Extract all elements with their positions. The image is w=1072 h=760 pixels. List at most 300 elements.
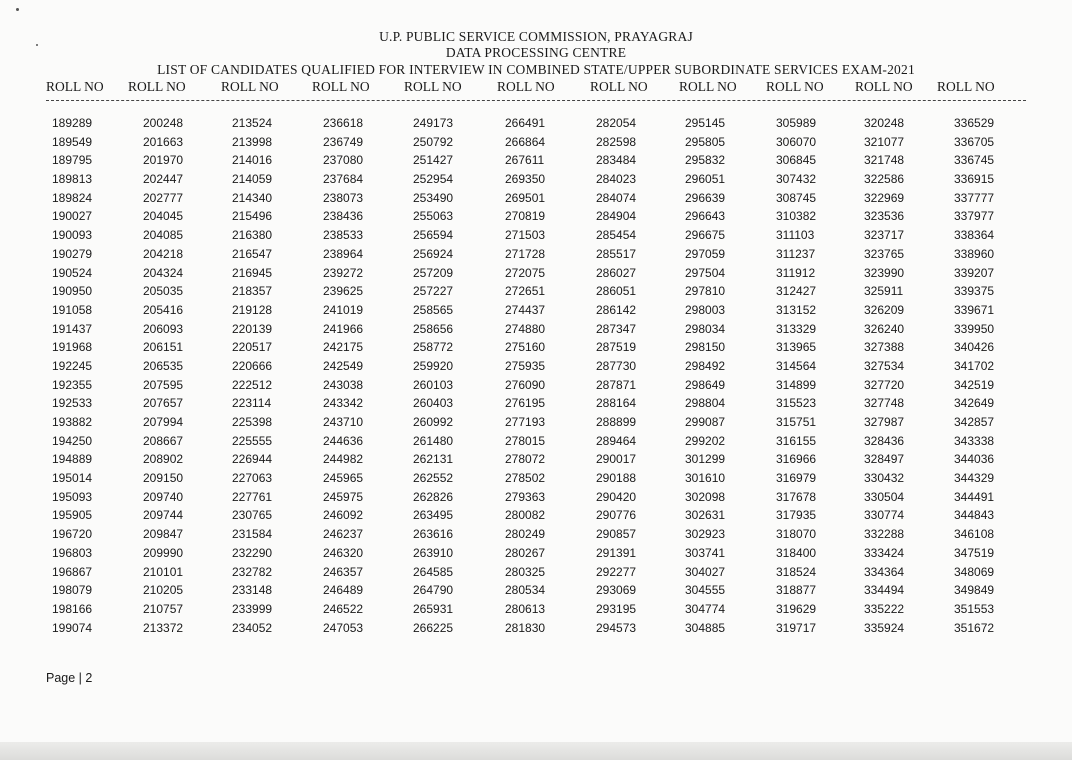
roll-number-cell: 282054 bbox=[596, 116, 637, 130]
roll-number-cell: 296639 bbox=[685, 190, 726, 205]
header-centre-name: DATA PROCESSING CENTRE bbox=[445, 45, 627, 60]
column-header: ROLL NO bbox=[855, 79, 913, 94]
roll-number-cell: 344491 bbox=[954, 489, 995, 504]
roll-column bbox=[864, 114, 904, 637]
roll-number-cell: 323536 bbox=[864, 209, 905, 224]
roll-number-cell: 246320 bbox=[323, 545, 364, 560]
roll-number-cell: 189813 bbox=[52, 172, 93, 187]
roll-number-cell: 298150 bbox=[685, 340, 726, 355]
roll-number-cell: 302923 bbox=[685, 527, 726, 542]
roll-number-cell: 237080 bbox=[323, 153, 364, 168]
roll-number-cell: 279363 bbox=[505, 489, 546, 504]
roll-number-cell: 213372 bbox=[143, 620, 184, 635]
roll-number-cell: 190524 bbox=[52, 265, 93, 280]
roll-number-cell: 206151 bbox=[143, 340, 184, 355]
roll-number-cell: 298034 bbox=[685, 321, 726, 336]
roll-number-cell: 304885 bbox=[685, 620, 726, 635]
roll-number-cell: 281830 bbox=[505, 620, 546, 635]
roll-number-cell: 271728 bbox=[505, 246, 546, 261]
roll-number-cell: 207657 bbox=[143, 396, 184, 411]
roll-number-cell: 342519 bbox=[954, 377, 995, 392]
roll-number-cell: 314899 bbox=[776, 377, 817, 392]
roll-number-cell: 306070 bbox=[776, 134, 817, 149]
roll-number-cell: 201970 bbox=[143, 153, 184, 168]
roll-number-cell: 287871 bbox=[596, 377, 637, 392]
roll-number-cell: 215496 bbox=[232, 209, 273, 224]
roll-number-cell: 213524 bbox=[232, 116, 273, 130]
roll-number-cell: 274437 bbox=[505, 302, 546, 317]
roll-number-cell: 286142 bbox=[596, 302, 637, 317]
roll-number-cell: 233148 bbox=[232, 583, 273, 598]
roll-number-cell: 292277 bbox=[596, 564, 637, 579]
roll-number-cell: 238436 bbox=[323, 209, 364, 224]
roll-number-cell: 190027 bbox=[52, 209, 93, 224]
roll-number-cell: 326209 bbox=[864, 302, 905, 317]
roll-number-cell: 216380 bbox=[232, 228, 273, 243]
column-header: ROLL NO bbox=[937, 79, 995, 94]
roll-number-cell: 338364 bbox=[954, 228, 995, 243]
roll-number-cell: 285517 bbox=[596, 246, 637, 261]
roll-number-cell: 290420 bbox=[596, 489, 637, 504]
roll-number-cell: 327748 bbox=[864, 396, 905, 411]
roll-number-cell: 259920 bbox=[413, 358, 454, 373]
roll-number-cell: 190093 bbox=[52, 228, 93, 243]
roll-number-cell: 317935 bbox=[776, 508, 817, 523]
roll-number-cell: 297059 bbox=[685, 246, 726, 261]
header-list-title: LIST OF CANDIDATES QUALIFIED FOR INTERVIEW IN COMBINED STATE/UPPER SUBORDINATE SERVICES EXAM-2021 bbox=[157, 62, 915, 77]
roll-number-cell: 280082 bbox=[505, 508, 546, 523]
roll-number-cell: 323717 bbox=[864, 228, 905, 243]
roll-number-cell: 295805 bbox=[685, 134, 726, 149]
roll-number-cell: 241019 bbox=[323, 302, 364, 317]
roll-number-cell: 302098 bbox=[685, 489, 726, 504]
roll-number-cell: 209847 bbox=[143, 527, 184, 542]
roll-number-cell: 316979 bbox=[776, 471, 817, 486]
roll-number-cell: 328497 bbox=[864, 452, 905, 467]
roll-number-cell: 337977 bbox=[954, 209, 995, 224]
roll-number-cell: 301299 bbox=[685, 452, 726, 467]
roll-number-cell: 318524 bbox=[776, 564, 817, 579]
roll-number-cell: 293195 bbox=[596, 601, 637, 616]
roll-number-cell: 262826 bbox=[413, 489, 454, 504]
roll-number-cell: 297810 bbox=[685, 284, 726, 299]
roll-number-cell: 280613 bbox=[505, 601, 546, 616]
roll-number-cell: 238533 bbox=[323, 228, 364, 243]
roll-number-cell: 339950 bbox=[954, 321, 995, 336]
column-header: ROLL NO bbox=[679, 79, 737, 94]
roll-number-cell: 223114 bbox=[232, 396, 272, 411]
roll-number-cell: 220139 bbox=[232, 321, 273, 336]
roll-number-cell: 297504 bbox=[685, 265, 726, 280]
roll-number-cell: 227063 bbox=[232, 471, 273, 486]
roll-number-cell: 242549 bbox=[323, 358, 364, 373]
roll-number-cell: 296675 bbox=[685, 228, 726, 243]
roll-number-cell: 252954 bbox=[413, 172, 454, 187]
roll-number-cell: 311103 bbox=[776, 228, 815, 243]
roll-number-cell: 313965 bbox=[776, 340, 817, 355]
roll-number-cell: 260992 bbox=[413, 415, 454, 429]
roll-number-cell: 339375 bbox=[954, 284, 995, 299]
roll-number-cell: 214340 bbox=[232, 190, 273, 205]
roll-number-cell: 204085 bbox=[143, 228, 184, 243]
roll-number-cell: 334494 bbox=[864, 583, 905, 598]
roll-number-cell: 214059 bbox=[232, 172, 273, 187]
roll-number-cell: 335222 bbox=[864, 601, 905, 616]
roll-number-cell: 198166 bbox=[52, 601, 93, 616]
roll-number-cell: 227761 bbox=[232, 489, 273, 504]
roll-number-cell: 267611 bbox=[505, 153, 545, 168]
roll-number-cell: 311912 bbox=[776, 265, 816, 280]
roll-number-cell: 296051 bbox=[685, 172, 726, 187]
roll-number-cell: 232782 bbox=[232, 564, 273, 579]
roll-number-cell: 339207 bbox=[954, 265, 995, 280]
roll-number-cell: 191968 bbox=[52, 340, 93, 355]
roll-number-cell: 246357 bbox=[323, 564, 364, 579]
roll-number-cell: 263910 bbox=[413, 545, 454, 560]
roll-number-cell: 322586 bbox=[864, 172, 905, 187]
roll-number-cell: 312427 bbox=[776, 284, 817, 299]
roll-number-cell: 243038 bbox=[323, 377, 364, 392]
roll-number-cell: 290776 bbox=[596, 508, 637, 523]
roll-number-cell: 262131 bbox=[413, 452, 454, 467]
roll-number-cell: 250792 bbox=[413, 134, 454, 149]
roll-number-cell: 327388 bbox=[864, 340, 905, 355]
roll-number-cell: 266491 bbox=[505, 116, 546, 130]
roll-number-cell: 346108 bbox=[954, 527, 995, 542]
roll-number-cell: 349849 bbox=[954, 583, 995, 598]
roll-number-cell: 199074 bbox=[52, 620, 93, 635]
roll-number-cell: 342857 bbox=[954, 415, 995, 429]
roll-number-cell: 317678 bbox=[776, 489, 817, 504]
roll-number-cell: 283484 bbox=[596, 153, 637, 168]
roll-number-cell: 246489 bbox=[323, 583, 364, 598]
roll-number-cell: 280534 bbox=[505, 583, 546, 598]
roll-number-cell: 351672 bbox=[954, 620, 995, 635]
header-commission-name: U.P. PUBLIC SERVICE COMMISSION, PRAYAGRAJ bbox=[379, 29, 693, 44]
column-header-row bbox=[0, 79, 1072, 95]
page-number: Page | 2 bbox=[46, 671, 93, 685]
roll-number-cell: 289464 bbox=[596, 433, 637, 448]
roll-number-cell: 330432 bbox=[864, 471, 905, 486]
roll-number-cell: 189824 bbox=[52, 190, 93, 205]
roll-number-cell: 336745 bbox=[954, 153, 995, 168]
roll-number-cell: 192355 bbox=[52, 377, 93, 392]
roll-number-cell: 242175 bbox=[323, 340, 364, 355]
roll-number-cell: 220517 bbox=[232, 340, 273, 355]
roll-number-cell: 233999 bbox=[232, 601, 273, 616]
roll-number-cell: 319629 bbox=[776, 601, 817, 616]
roll-number-cell: 330504 bbox=[864, 489, 905, 504]
roll-number-cell: 200248 bbox=[143, 116, 184, 130]
roll-number-cell: 204324 bbox=[143, 265, 184, 280]
roll-number-cell: 190950 bbox=[52, 284, 93, 299]
column-header: ROLL NO bbox=[46, 79, 104, 94]
roll-number-cell: 208902 bbox=[143, 452, 184, 467]
roll-number-cell: 348069 bbox=[954, 564, 995, 579]
roll-number-cell: 244982 bbox=[323, 452, 364, 467]
roll-number-cell: 313152 bbox=[776, 302, 817, 317]
roll-number-cell: 320248 bbox=[864, 116, 905, 130]
roll-number-cell: 274880 bbox=[505, 321, 546, 336]
roll-number-cell: 243342 bbox=[323, 396, 364, 411]
roll-number-cell: 336705 bbox=[954, 134, 995, 149]
roll-column bbox=[143, 114, 183, 637]
roll-number-cell: 332288 bbox=[864, 527, 905, 542]
roll-column bbox=[232, 114, 272, 637]
roll-number-cell: 340426 bbox=[954, 340, 995, 355]
roll-number-cell: 196803 bbox=[52, 545, 93, 560]
roll-number-cell: 213998 bbox=[232, 134, 273, 149]
roll-number-cell: 321077 bbox=[864, 134, 905, 149]
roll-number-cell: 196720 bbox=[52, 527, 93, 542]
roll-column bbox=[52, 114, 92, 637]
roll-number-cell: 301610 bbox=[685, 471, 726, 486]
roll-number-cell: 286027 bbox=[596, 265, 637, 280]
roll-number-cell: 275160 bbox=[505, 340, 546, 355]
roll-number-cell: 351553 bbox=[954, 601, 995, 616]
roll-number-cell: 299202 bbox=[685, 433, 726, 448]
roll-number-cell: 246237 bbox=[323, 527, 364, 542]
roll-number-table bbox=[0, 114, 1072, 654]
roll-number-cell: 321748 bbox=[864, 153, 905, 168]
roll-number-cell: 327720 bbox=[864, 377, 905, 392]
roll-number-cell: 339671 bbox=[954, 302, 995, 317]
roll-number-cell: 288899 bbox=[596, 415, 637, 429]
roll-number-cell: 295145 bbox=[685, 116, 726, 130]
roll-number-cell: 305989 bbox=[776, 116, 817, 130]
roll-number-cell: 236749 bbox=[323, 134, 364, 149]
roll-number-cell: 315523 bbox=[776, 396, 817, 411]
roll-number-cell: 189289 bbox=[52, 116, 93, 130]
roll-number-cell: 295832 bbox=[685, 153, 726, 168]
roll-number-cell: 330774 bbox=[864, 508, 905, 523]
roll-number-cell: 342649 bbox=[954, 396, 995, 411]
roll-number-cell: 256924 bbox=[413, 246, 454, 261]
roll-number-cell: 290017 bbox=[596, 452, 637, 467]
roll-number-cell: 341702 bbox=[954, 358, 995, 373]
roll-number-cell: 314564 bbox=[776, 358, 817, 373]
roll-number-cell: 291391 bbox=[596, 545, 637, 560]
roll-number-cell: 258772 bbox=[413, 340, 454, 355]
roll-number-cell: 202447 bbox=[143, 172, 184, 187]
roll-number-cell: 209150 bbox=[143, 471, 184, 486]
roll-number-cell: 261480 bbox=[413, 433, 454, 448]
roll-number-cell: 214016 bbox=[232, 153, 273, 168]
roll-number-cell: 210101 bbox=[143, 564, 184, 579]
roll-number-cell: 210757 bbox=[143, 601, 184, 616]
roll-number-cell: 192245 bbox=[52, 358, 93, 373]
roll-column bbox=[505, 114, 545, 637]
roll-number-cell: 231584 bbox=[232, 527, 273, 542]
roll-number-cell: 280249 bbox=[505, 527, 546, 542]
roll-number-cell: 246092 bbox=[323, 508, 364, 523]
roll-number-cell: 204218 bbox=[143, 246, 184, 261]
roll-number-cell: 276195 bbox=[505, 396, 546, 411]
roll-number-cell: 191437 bbox=[52, 321, 93, 336]
roll-number-cell: 306845 bbox=[776, 153, 817, 168]
roll-number-cell: 195014 bbox=[52, 471, 93, 486]
roll-number-cell: 318070 bbox=[776, 527, 817, 542]
roll-number-cell: 264790 bbox=[413, 583, 454, 598]
roll-column bbox=[596, 114, 636, 637]
roll-number-cell: 302631 bbox=[685, 508, 726, 523]
roll-number-cell: 257209 bbox=[413, 265, 454, 280]
roll-number-cell: 343338 bbox=[954, 433, 995, 448]
roll-number-cell: 278502 bbox=[505, 471, 546, 486]
roll-number-cell: 260403 bbox=[413, 396, 454, 411]
roll-number-cell: 206535 bbox=[143, 358, 184, 373]
roll-number-cell: 206093 bbox=[143, 321, 184, 336]
roll-number-cell: 193882 bbox=[52, 415, 93, 429]
roll-number-cell: 336529 bbox=[954, 116, 995, 130]
roll-number-cell: 275935 bbox=[505, 358, 546, 373]
roll-number-cell: 296643 bbox=[685, 209, 726, 224]
roll-number-cell: 241966 bbox=[323, 321, 364, 336]
roll-number-cell: 220666 bbox=[232, 358, 273, 373]
roll-number-cell: 210205 bbox=[143, 583, 184, 598]
roll-number-cell: 335924 bbox=[864, 620, 905, 635]
roll-number-cell: 304774 bbox=[685, 601, 726, 616]
roll-number-cell: 209740 bbox=[143, 489, 184, 504]
roll-number-cell: 298003 bbox=[685, 302, 726, 317]
roll-number-cell: 284074 bbox=[596, 190, 637, 205]
roll-number-cell: 256594 bbox=[413, 228, 454, 243]
roll-number-cell: 258656 bbox=[413, 321, 454, 336]
roll-column bbox=[685, 114, 725, 637]
roll-number-cell: 338960 bbox=[954, 246, 995, 261]
roll-number-cell: 216945 bbox=[232, 265, 273, 280]
page-edge bbox=[0, 742, 1072, 760]
roll-number-cell: 344036 bbox=[954, 452, 995, 467]
roll-number-cell: 262552 bbox=[413, 471, 454, 486]
roll-number-cell: 323990 bbox=[864, 265, 905, 280]
roll-number-cell: 304555 bbox=[685, 583, 726, 598]
roll-number-cell: 310382 bbox=[776, 209, 817, 224]
roll-number-cell: 243710 bbox=[323, 415, 364, 429]
roll-number-cell: 303741 bbox=[685, 545, 726, 560]
roll-number-cell: 222512 bbox=[232, 377, 273, 392]
roll-number-cell: 247053 bbox=[323, 620, 364, 635]
roll-column bbox=[776, 114, 816, 637]
roll-number-cell: 282598 bbox=[596, 134, 637, 149]
roll-number-cell: 284904 bbox=[596, 209, 637, 224]
roll-number-cell: 244636 bbox=[323, 433, 364, 448]
roll-number-cell: 225555 bbox=[232, 433, 273, 448]
roll-number-cell: 239625 bbox=[323, 284, 364, 299]
roll-number-cell: 276090 bbox=[505, 377, 546, 392]
roll-number-cell: 245975 bbox=[323, 489, 364, 504]
roll-number-cell: 298804 bbox=[685, 396, 726, 411]
roll-number-cell: 311237 bbox=[776, 246, 816, 261]
roll-number-cell: 249173 bbox=[413, 116, 454, 130]
roll-number-cell: 322969 bbox=[864, 190, 905, 205]
roll-number-cell: 319717 bbox=[776, 620, 817, 635]
roll-number-cell: 337777 bbox=[954, 190, 995, 205]
roll-number-cell: 328436 bbox=[864, 433, 905, 448]
roll-number-cell: 192533 bbox=[52, 396, 93, 411]
roll-number-cell: 284023 bbox=[596, 172, 637, 187]
roll-number-cell: 272651 bbox=[505, 284, 546, 299]
roll-number-cell: 225398 bbox=[232, 415, 273, 429]
roll-number-cell: 344843 bbox=[954, 508, 995, 523]
roll-number-cell: 209744 bbox=[143, 508, 184, 523]
roll-number-cell: 318877 bbox=[776, 583, 817, 598]
roll-number-cell: 298649 bbox=[685, 377, 726, 392]
roll-number-cell: 263616 bbox=[413, 527, 454, 542]
roll-number-cell: 264585 bbox=[413, 564, 454, 579]
roll-number-cell: 191058 bbox=[52, 302, 93, 317]
roll-number-cell: 189795 bbox=[52, 153, 93, 168]
roll-number-cell: 208667 bbox=[143, 433, 184, 448]
roll-number-cell: 293069 bbox=[596, 583, 637, 598]
roll-number-cell: 308745 bbox=[776, 190, 817, 205]
column-header: ROLL NO bbox=[404, 79, 462, 94]
roll-number-cell: 307432 bbox=[776, 172, 817, 187]
roll-number-cell: 239272 bbox=[323, 265, 364, 280]
roll-number-cell: 272075 bbox=[505, 265, 546, 280]
roll-number-cell: 257227 bbox=[413, 284, 454, 299]
scan-speck bbox=[16, 8, 19, 11]
roll-number-cell: 323765 bbox=[864, 246, 905, 261]
roll-number-cell: 316966 bbox=[776, 452, 817, 467]
roll-number-cell: 270819 bbox=[505, 209, 546, 224]
roll-column bbox=[954, 114, 994, 637]
column-header: ROLL NO bbox=[128, 79, 186, 94]
roll-number-cell: 232290 bbox=[232, 545, 273, 560]
roll-number-cell: 194250 bbox=[52, 433, 93, 448]
roll-number-cell: 189549 bbox=[52, 134, 93, 149]
roll-number-cell: 245965 bbox=[323, 471, 364, 486]
roll-number-cell: 266225 bbox=[413, 620, 454, 635]
roll-number-cell: 269501 bbox=[505, 190, 546, 205]
roll-number-cell: 271503 bbox=[505, 228, 546, 243]
roll-number-cell: 299087 bbox=[685, 415, 726, 429]
roll-number-cell: 194889 bbox=[52, 452, 93, 467]
roll-number-cell: 294573 bbox=[596, 620, 637, 635]
column-header: ROLL NO bbox=[497, 79, 555, 94]
roll-number-cell: 198079 bbox=[52, 583, 93, 598]
roll-number-cell: 219128 bbox=[232, 302, 273, 317]
roll-number-cell: 258565 bbox=[413, 302, 454, 317]
roll-number-cell: 216547 bbox=[232, 246, 273, 261]
roll-number-cell: 230765 bbox=[232, 508, 273, 523]
roll-number-cell: 260103 bbox=[413, 377, 454, 392]
roll-number-cell: 226944 bbox=[232, 452, 273, 467]
column-header: ROLL NO bbox=[221, 79, 279, 94]
roll-number-cell: 195905 bbox=[52, 508, 93, 523]
roll-number-cell: 280267 bbox=[505, 545, 546, 560]
roll-number-cell: 290188 bbox=[596, 471, 637, 486]
roll-number-cell: 201663 bbox=[143, 134, 184, 149]
roll-number-cell: 236618 bbox=[323, 116, 364, 130]
roll-number-cell: 204045 bbox=[143, 209, 184, 224]
roll-column bbox=[413, 114, 453, 637]
roll-number-cell: 344329 bbox=[954, 471, 995, 486]
roll-number-cell: 266864 bbox=[505, 134, 546, 149]
header-divider bbox=[46, 100, 1026, 101]
roll-number-cell: 238073 bbox=[323, 190, 364, 205]
roll-number-cell: 205416 bbox=[143, 302, 184, 317]
roll-number-cell: 287347 bbox=[596, 321, 637, 336]
roll-number-cell: 334364 bbox=[864, 564, 905, 579]
roll-number-cell: 205035 bbox=[143, 284, 184, 299]
roll-number-cell: 253490 bbox=[413, 190, 454, 205]
roll-number-cell: 218357 bbox=[232, 284, 273, 299]
roll-number-cell: 196867 bbox=[52, 564, 93, 579]
roll-number-cell: 286051 bbox=[596, 284, 637, 299]
roll-number-cell: 304027 bbox=[685, 564, 726, 579]
roll-number-cell: 316155 bbox=[776, 433, 817, 448]
